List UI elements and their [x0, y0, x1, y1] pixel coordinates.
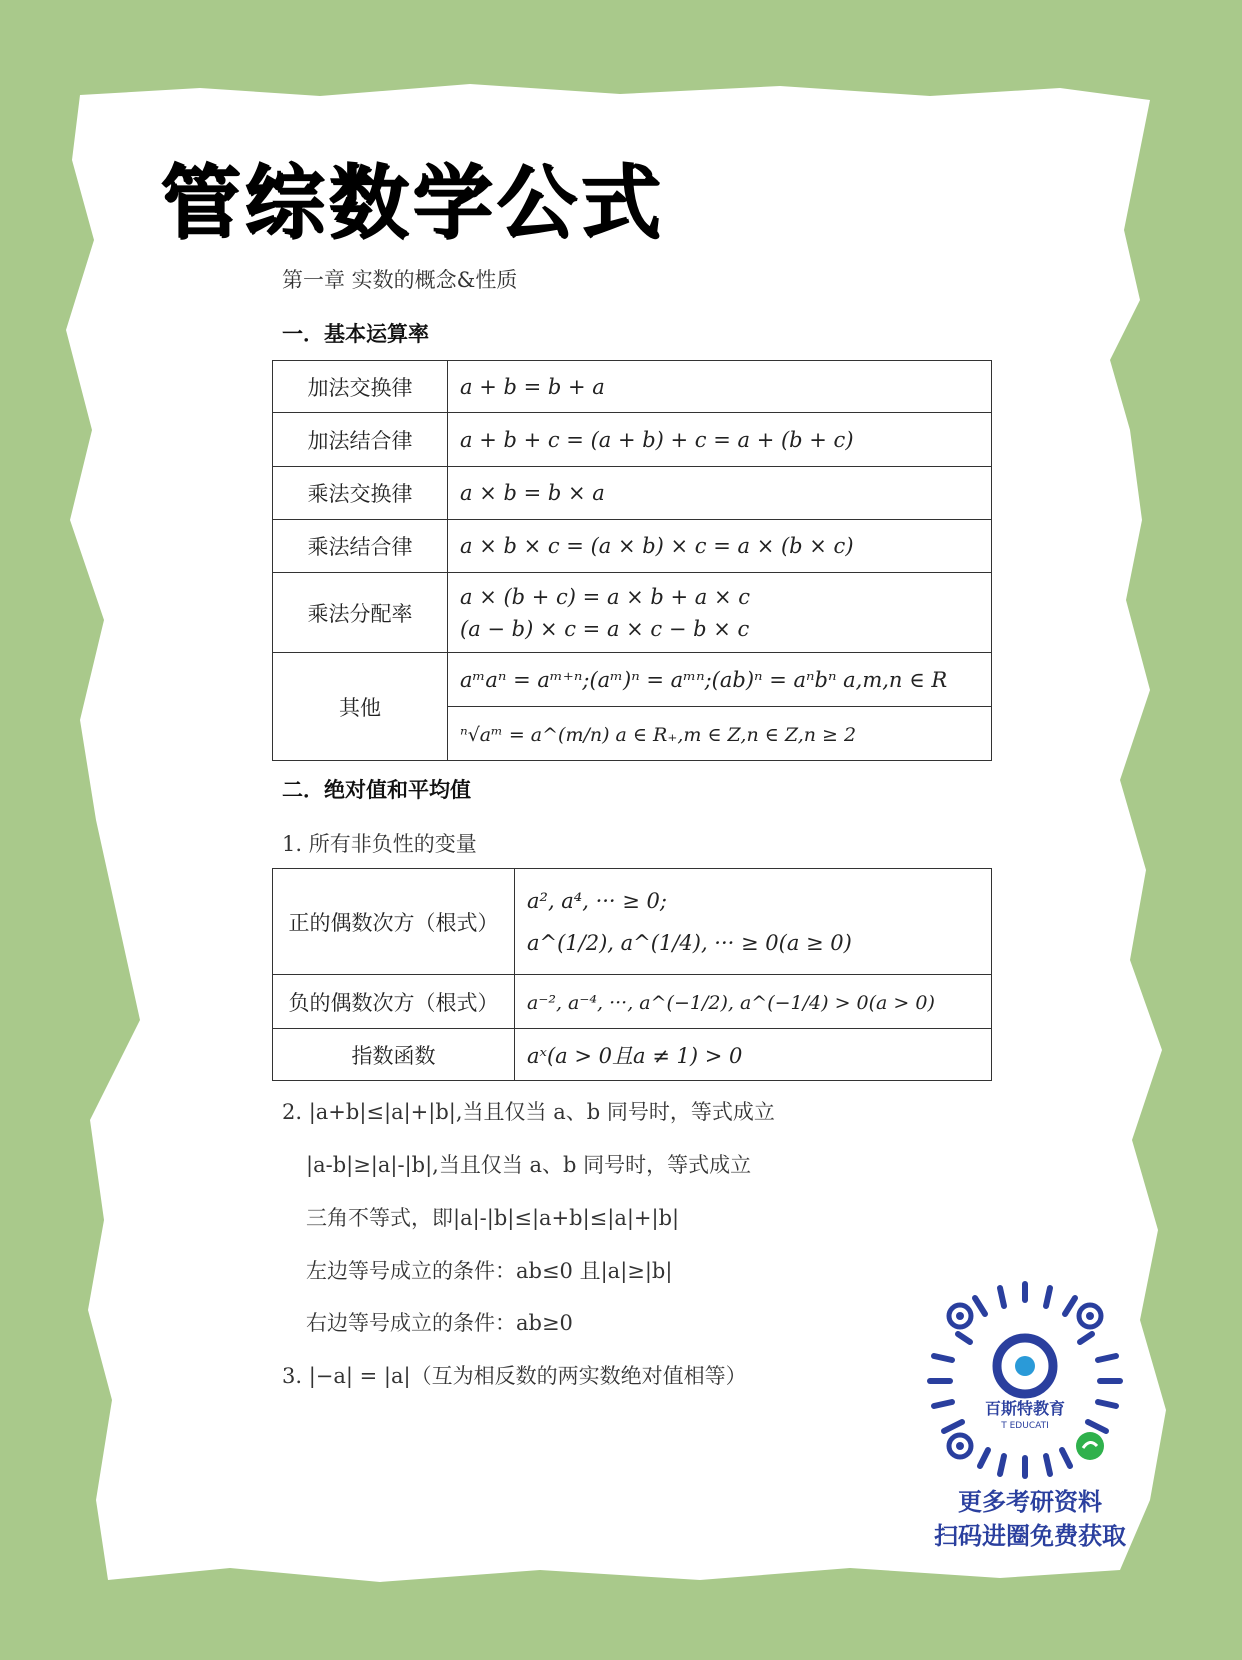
subsection-heading: 1. 所有非负性的变量: [282, 832, 477, 856]
variable-label: 正的偶数次方（根式）: [273, 869, 515, 975]
formula: a^(1/2), a^(1/4), ··· ≥ 0(a ≥ 0): [527, 930, 852, 955]
law-label: 乘法交换律: [273, 467, 448, 520]
table-row: [273, 653, 992, 707]
formula: a², a⁴, ··· ≥ 0;: [527, 888, 667, 913]
formula: aᵐaⁿ = aᵐ⁺ⁿ;(aᵐ)ⁿ = aᵐⁿ;(ab)ⁿ = aⁿbⁿ a,m,n ∈ R: [460, 667, 948, 692]
table-row: [273, 467, 992, 520]
formula: a⁻², a⁻⁴, ···, a^(−1/2), a^(−1/4) > 0(a > 0): [527, 991, 935, 1014]
law-label: 加法交换律: [273, 361, 448, 413]
page-title: 管综数学公式: [160, 156, 664, 249]
qr-caption-2: 扫码进圈免费获取: [934, 1522, 1126, 1550]
formula: aˣ(a > 0且a ≠ 1) > 0: [527, 1043, 743, 1068]
table-row: [273, 520, 992, 573]
text-line: 2. |a+b|≤|a|+|b|,当且仅当 a、b 同号时，等式成立: [282, 1100, 775, 1124]
nonnegative-table: [272, 868, 992, 1081]
section-heading-2: 二．绝对值和平均值: [282, 778, 471, 802]
qr-code[interactable]: [920, 1276, 1130, 1486]
qr-brand-en: T EDUCATI: [1001, 1421, 1049, 1431]
table-row: [273, 573, 992, 653]
law-label: 乘法结合律: [273, 520, 448, 573]
formula: a + b + c = (a + b) + c = a + (b + c): [460, 427, 854, 452]
text-line: 左边等号成立的条件：ab≤0 且|a|≥|b|: [306, 1259, 673, 1283]
formula: a + b = b + a: [460, 374, 605, 399]
section-heading-1: 一．基本运算率: [282, 322, 429, 346]
table-row: [273, 413, 992, 467]
variable-label: 指数函数: [273, 1029, 515, 1081]
qr-brand: 百斯特教育: [984, 1399, 1066, 1418]
formula: (a − b) × c = a × c − b × c: [460, 616, 750, 641]
operation-laws-table: [272, 360, 992, 761]
formula: a × b = b × a: [460, 481, 605, 505]
text-line: 三角不等式，即|a|-|b|≤|a+b|≤|a|+|b|: [306, 1206, 680, 1230]
table-row: [273, 975, 992, 1029]
table-row: [273, 361, 992, 413]
qr-caption-1: 更多考研资料: [958, 1488, 1102, 1516]
law-label: 加法结合律: [273, 413, 448, 467]
law-label: 乘法分配率: [273, 573, 448, 653]
table-row: [273, 1029, 992, 1081]
text-line: 右边等号成立的条件：ab≥0: [306, 1311, 573, 1335]
chapter-heading: 第一章 实数的概念&性质: [282, 268, 518, 292]
table-row: [273, 869, 992, 975]
formula: a × (b + c) = a × b + a × c: [460, 584, 751, 609]
variable-label: 负的偶数次方（根式）: [273, 975, 515, 1029]
text-line: 3. |−a| = |a|（互为相反数的两实数绝对值相等）: [282, 1364, 747, 1388]
text-line: |a-b|≥|a|-|b|,当且仅当 a、b 同号时，等式成立: [306, 1153, 752, 1177]
law-label: 其他: [273, 653, 448, 761]
formula: ⁿ√aᵐ = a^(m/n) a ∈ R₊,m ∈ Z,n ∈ Z,n ≥ 2: [460, 723, 857, 746]
formula: a × b × c = (a × b) × c = a × (b × c): [460, 534, 854, 558]
